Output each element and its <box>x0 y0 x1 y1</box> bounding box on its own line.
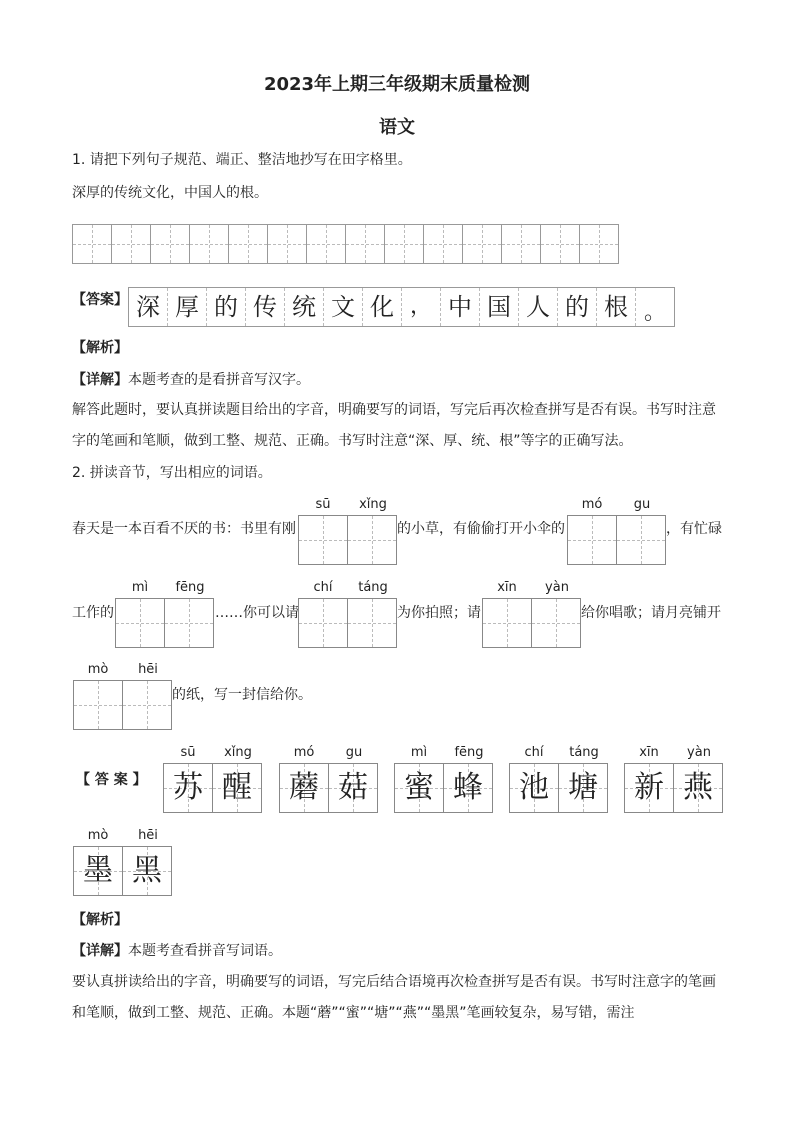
q1-detail <box>72 370 310 390</box>
pinyin: xīn <box>497 580 517 595</box>
answer-char: 蜂 <box>453 770 483 805</box>
answer-char: 新 <box>634 770 664 805</box>
blank-box <box>298 598 348 648</box>
blank-box <box>73 680 123 730</box>
grid-cell <box>306 224 346 264</box>
q1-detail-text: 本题考查的是看拼音写汉字。 <box>128 372 310 388</box>
q2-text-segment: ……你可以请 <box>215 605 299 621</box>
blank-box <box>347 515 397 565</box>
pinyin: xǐng <box>224 745 252 760</box>
answer-char: 菇 <box>338 770 368 805</box>
answer-cell: 的 <box>207 288 246 326</box>
grid-cell <box>423 224 463 264</box>
q2-text-segment: 的小草，有偷偷打开小伞的 <box>397 521 565 537</box>
answer-cell: 文 <box>324 288 363 326</box>
pinyin: fēng <box>175 580 205 595</box>
pinyin: xǐng <box>359 497 387 512</box>
answer-box <box>558 763 608 813</box>
blank-box <box>122 680 172 730</box>
q2-answer-label: 【 答 案 】 <box>76 772 147 788</box>
answer-cell: 统 <box>285 288 324 326</box>
pinyin: mì <box>410 745 428 760</box>
answer-cell: 人 <box>519 288 558 326</box>
answer-box <box>279 763 329 813</box>
blank-box <box>347 598 397 648</box>
grid-cell <box>462 224 502 264</box>
pinyin: gu <box>633 497 651 512</box>
pinyin: sū <box>315 497 331 512</box>
grid-cell <box>384 224 424 264</box>
pinyin: mì <box>131 580 149 595</box>
answer-char: 苏 <box>173 770 203 805</box>
blank-box <box>482 598 532 648</box>
answer-cell: 化 <box>363 288 402 326</box>
answer-cell: ， <box>402 288 441 326</box>
pinyin: yàn <box>545 580 569 595</box>
grid-cell <box>267 224 307 264</box>
answer-char: 墨 <box>83 853 113 888</box>
pinyin: yàn <box>687 745 711 760</box>
q2-detail-text: 本题考查看拼音写词语。 <box>128 943 282 959</box>
q2-answer-pair <box>624 745 724 813</box>
q2-blank-pair <box>298 497 398 565</box>
blank-box <box>164 598 214 648</box>
pinyin: chí <box>524 745 544 760</box>
grid-cell <box>579 224 619 264</box>
answer-box <box>443 763 493 813</box>
answer-char: 池 <box>519 770 549 805</box>
q2-text-segment: ，有忙碌 <box>666 521 722 537</box>
q1-answer-label: 【答案】 <box>72 292 128 308</box>
grid-cell <box>72 224 112 264</box>
answer-cell: 深 <box>129 288 168 326</box>
pinyin: fēng <box>454 745 484 760</box>
answer-cell: 厚 <box>168 288 207 326</box>
blank-box <box>616 515 666 565</box>
answer-char: 塘 <box>568 770 598 805</box>
answer-cell: 传 <box>246 288 285 326</box>
answer-cell: 。 <box>643 300 666 325</box>
pinyin: chí <box>313 580 333 595</box>
pinyin: mò <box>87 828 109 843</box>
q2-detail-label: 【详解】 <box>72 943 128 959</box>
blank-box <box>115 598 165 648</box>
blank-box <box>531 598 581 648</box>
pinyin: gu <box>345 745 363 760</box>
q2-answer-pair <box>279 745 379 813</box>
q2-analysis-label: 【解析】 <box>72 912 128 928</box>
q2-text-segment: 给你唱歌；请月亮铺开 <box>581 605 721 621</box>
q2-explain-line-1: 要认真拼读给出的字音，明确要写的词语，写完后结合语境再次检查拼写是否有误。书写时注意字的笔画 <box>72 974 716 990</box>
answer-cell: 的 <box>558 288 597 326</box>
answer-box <box>328 763 378 813</box>
page-title: 2023年上期三年级期末质量检测 <box>263 74 531 95</box>
q1-detail-label: 【详解】 <box>72 372 128 388</box>
q2-text-segment: 的纸，写一封信给你。 <box>172 687 312 703</box>
pinyin: mó <box>581 497 603 512</box>
q2-blank-pair <box>115 580 215 648</box>
grid-cell <box>540 224 580 264</box>
answer-box <box>624 763 674 813</box>
answer-char: 蜜 <box>404 770 434 805</box>
q1-explain-line-1: 解答此题时，要认真拼读题目给出的字音，明确要写的词语，写完后再次检查拼写是否有误。书写时注意 <box>72 402 716 418</box>
q1-sentence: 深厚的传统文化，中国人的根。 <box>72 185 268 201</box>
grid-cell <box>228 224 268 264</box>
q1-prompt: 1. 请把下列句子规范、端正、整洁地抄写在田字格里。 <box>72 152 412 168</box>
pinyin: táng <box>358 580 388 595</box>
blank-box <box>567 515 617 565</box>
answer-char: 醒 <box>222 770 252 805</box>
q2-explain-line-2: 和笔顺，做到工整、规范、正确。本题“蘑”“蜜”“塘”“燕”“墨黑”笔画较复杂，易写错，需注 <box>72 1005 635 1021</box>
q2-text-segment: 工作的 <box>72 605 114 621</box>
q2-answer-pair <box>163 745 263 813</box>
answer-box <box>509 763 559 813</box>
pinyin: xīn <box>639 745 659 760</box>
answer-cell: 中 <box>441 288 480 326</box>
answer-box <box>673 763 723 813</box>
q1-blank-grid <box>72 224 619 264</box>
answer-box <box>163 763 213 813</box>
pinyin: mó <box>293 745 315 760</box>
pinyin: hēi <box>138 828 158 843</box>
q2-prompt: 2. 拼读音节，写出相应的词语。 <box>72 465 272 481</box>
q2-blank-pair <box>73 662 173 730</box>
answer-box <box>212 763 262 813</box>
answer-cell: 根 <box>597 288 636 326</box>
answer-box <box>73 846 123 896</box>
q2-text-segment: 为你拍照；请 <box>397 605 481 621</box>
pinyin: hēi <box>138 662 158 677</box>
q1-answer-grid <box>128 287 675 327</box>
q2-answer-pair <box>394 745 494 813</box>
q2-blank-pair <box>298 580 398 648</box>
answer-cell: 国 <box>480 288 519 326</box>
grid-cell <box>111 224 151 264</box>
q1-explain-line-2: 字的笔画和笔顺，做到工整、规范、正确。书写时注意“深、厚、统、根”等字的正确写法。 <box>72 433 633 449</box>
q2-detail <box>72 941 282 961</box>
q2-blank-pair <box>567 497 667 565</box>
answer-char: 蘑 <box>289 770 319 805</box>
pinyin: sū <box>180 745 196 760</box>
grid-cell <box>150 224 190 264</box>
subject-title: 语文 <box>379 117 415 138</box>
pinyin: táng <box>569 745 599 760</box>
grid-cell <box>501 224 541 264</box>
blank-box <box>298 515 348 565</box>
q2-blank-pair <box>482 580 582 648</box>
answer-box <box>394 763 444 813</box>
answer-char: 黑 <box>132 853 162 888</box>
answer-char: 燕 <box>683 770 713 805</box>
grid-cell <box>189 224 229 264</box>
pinyin: mò <box>87 662 109 677</box>
grid-cell <box>345 224 385 264</box>
q2-answer-pair <box>73 828 173 896</box>
answer-box <box>122 846 172 896</box>
q1-analysis-label: 【解析】 <box>72 340 128 356</box>
q2-text-segment: 春天是一本百看不厌的书：书里有刚 <box>72 521 296 537</box>
q2-answer-pair <box>509 745 609 813</box>
